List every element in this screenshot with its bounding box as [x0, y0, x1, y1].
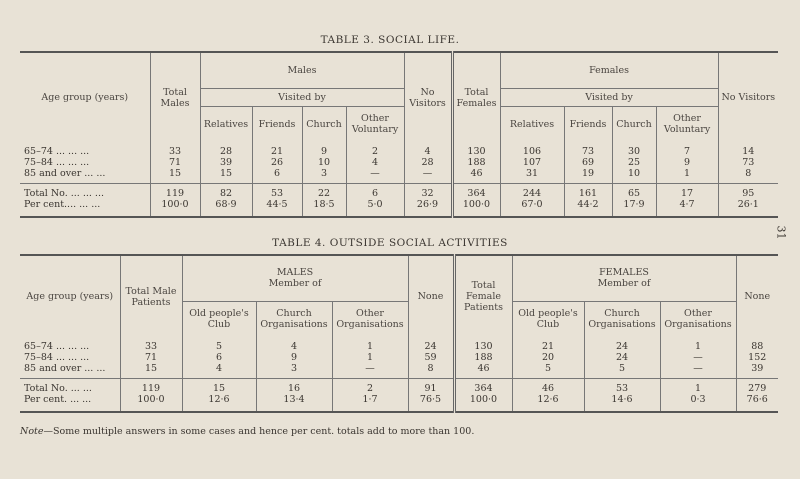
- cell-value: 46: [454, 363, 512, 379]
- cell-value: 65: [612, 184, 656, 200]
- cell-value: 107: [500, 157, 564, 168]
- cell-value: —: [660, 363, 736, 379]
- col-relatives-f: Relatives: [500, 106, 564, 142]
- outside-activities-table: [20, 254, 778, 413]
- cell-value: 17·9: [612, 199, 656, 217]
- total-row: [20, 184, 778, 200]
- cell-value: 19: [564, 168, 612, 184]
- cell-value: 10: [612, 168, 656, 184]
- cell-value: 1·7: [332, 394, 408, 412]
- table-row: [20, 168, 778, 184]
- col-friends-m: Friends: [252, 106, 302, 142]
- percent-row: [20, 199, 778, 217]
- col-other-orgs-f: Other Organisations: [660, 301, 736, 337]
- cell-value: 119: [150, 184, 200, 200]
- cell-value: 22: [302, 184, 346, 200]
- cell-value: 100·0: [452, 199, 500, 217]
- cell-value: 161: [564, 184, 612, 200]
- social-life-table: [20, 51, 778, 218]
- col-other-orgs-m: Other Organisations: [332, 301, 408, 337]
- col-total-female-patients: Total Female Patients: [454, 255, 512, 337]
- cell-value: 2: [332, 379, 408, 395]
- cell-value: 13·4: [256, 394, 332, 412]
- cell-value: 100·0: [120, 394, 182, 412]
- cell-value: 24: [408, 337, 454, 352]
- cell-value: 5: [512, 363, 584, 379]
- col-church-m: Church: [302, 106, 346, 142]
- row-label: 85 and over ... ...: [20, 363, 120, 379]
- cell-value: 244: [500, 184, 564, 200]
- cell-value: 20: [512, 352, 584, 363]
- row-label: Per cent.... ... ...: [24, 199, 101, 210]
- cell-value: 59: [408, 352, 454, 363]
- cell-value: 53: [252, 184, 302, 200]
- table-row: [20, 157, 778, 168]
- cell-value: 4·7: [656, 199, 718, 217]
- col-other-voluntary-f: Other Voluntary: [656, 106, 718, 142]
- col-old-peoples-club-m: Old people's Club: [182, 301, 256, 337]
- cell-value: 76·5: [408, 394, 454, 412]
- cell-value: 21: [512, 337, 584, 352]
- row-label: Total No. ... ... ...: [24, 188, 104, 199]
- cell-value: 32: [404, 184, 452, 200]
- col-none-males: None: [408, 255, 454, 337]
- row-label: Per cent. ... ...: [24, 394, 92, 405]
- cell-value: 130: [452, 142, 500, 157]
- col-old-peoples-club-f: Old people's Club: [512, 301, 584, 337]
- col-total-males: Total Males: [150, 52, 200, 142]
- cell-value: 5·0: [346, 199, 404, 217]
- cell-value: 12·6: [512, 394, 584, 412]
- table-row: [20, 142, 778, 157]
- cell-value: 1: [332, 337, 408, 352]
- cell-value: 31: [500, 168, 564, 184]
- cell-value: 26·1: [718, 199, 778, 217]
- cell-value: 33: [120, 337, 182, 352]
- cell-value: 364: [454, 379, 512, 395]
- cell-value: 0·3: [660, 394, 736, 412]
- cell-value: 18·5: [302, 199, 346, 217]
- row-label: 85 and over ... ...: [20, 168, 150, 184]
- cell-value: 1: [660, 337, 736, 352]
- cell-value: 68·9: [200, 199, 252, 217]
- cell-value: 364: [452, 184, 500, 200]
- table-row: [20, 337, 778, 352]
- cell-value: 46: [452, 168, 500, 184]
- cell-value: —: [346, 168, 404, 184]
- cell-value: 21: [252, 142, 302, 157]
- cell-value: 69: [564, 157, 612, 168]
- col-no-visitors-females: No Visitors: [718, 52, 778, 142]
- row-label: 65–74 ... ... ...: [24, 146, 90, 157]
- cell-value: 100·0: [150, 199, 200, 217]
- cell-value: 39: [736, 363, 778, 379]
- cell-value: 6: [182, 352, 256, 363]
- cell-value: 39: [200, 157, 252, 168]
- row-label: 75–84 ... ... ...: [24, 352, 90, 363]
- cell-value: 5: [182, 337, 256, 352]
- total-row: [20, 379, 778, 395]
- cell-value: 26: [252, 157, 302, 168]
- cell-value: 12·6: [182, 394, 256, 412]
- page-number: 31: [774, 225, 788, 240]
- cell-value: 3: [302, 168, 346, 184]
- cell-value: 24: [584, 337, 660, 352]
- cell-value: 8: [718, 168, 778, 184]
- cell-value: 9: [302, 142, 346, 157]
- group-males-member: MALES Member of: [182, 255, 408, 301]
- cell-value: 28: [200, 142, 252, 157]
- col-relatives-m: Relatives: [200, 106, 252, 142]
- cell-value: —: [332, 363, 408, 379]
- cell-value: 44·2: [564, 199, 612, 217]
- cell-value: 14·6: [584, 394, 660, 412]
- cell-value: 152: [736, 352, 778, 363]
- group-females-member: FEMALES Member of: [512, 255, 736, 301]
- cell-value: 15: [120, 363, 182, 379]
- footnote: [20, 426, 474, 437]
- cell-value: 82: [200, 184, 252, 200]
- row-label: Total No. ... ...: [24, 383, 92, 394]
- col-church-orgs-f: Church Organisations: [584, 301, 660, 337]
- col-total-females: Total Females: [452, 52, 500, 142]
- cell-value: 279: [736, 379, 778, 395]
- cell-value: 71: [120, 352, 182, 363]
- cell-value: 28: [404, 157, 452, 168]
- cell-value: 73: [718, 157, 778, 168]
- cell-value: 91: [408, 379, 454, 395]
- cell-value: 30: [612, 142, 656, 157]
- cell-value: 130: [454, 337, 512, 352]
- percent-row: [20, 394, 778, 412]
- group-females: Females: [500, 52, 718, 88]
- col-no-visitors-males: No Visitors: [404, 52, 452, 142]
- cell-value: 15: [150, 168, 200, 184]
- cell-value: 9: [256, 352, 332, 363]
- col-friends-f: Friends: [564, 106, 612, 142]
- cell-value: 25: [612, 157, 656, 168]
- cell-value: 188: [452, 157, 500, 168]
- note-text: —Some multiple answers in some cases and hence per cent. totals add to more than 100.: [43, 426, 475, 437]
- row-label: 75–84 ... ... ...: [24, 157, 90, 168]
- cell-value: 15: [182, 379, 256, 395]
- cell-value: 188: [454, 352, 512, 363]
- cell-value: 46: [512, 379, 584, 395]
- cell-value: 14: [718, 142, 778, 157]
- cell-value: 2: [346, 142, 404, 157]
- subgroup-visited-by-males: Visited by: [200, 88, 404, 106]
- cell-value: —: [404, 168, 452, 184]
- cell-value: 71: [150, 157, 200, 168]
- table-row: [20, 352, 778, 363]
- cell-value: 4: [404, 142, 452, 157]
- col-total-male-patients: Total Male Patients: [120, 255, 182, 337]
- cell-value: 24: [584, 352, 660, 363]
- col-age-group: Age group (years): [41, 92, 129, 103]
- cell-value: 6: [252, 168, 302, 184]
- cell-value: 16: [256, 379, 332, 395]
- col-other-voluntary-m: Other Voluntary: [346, 106, 404, 142]
- cell-value: 95: [718, 184, 778, 200]
- col-none-females: None: [736, 255, 778, 337]
- table-row: [20, 363, 778, 379]
- cell-value: 53: [584, 379, 660, 395]
- cell-value: 76·6: [736, 394, 778, 412]
- cell-value: 119: [120, 379, 182, 395]
- cell-value: 1: [656, 168, 718, 184]
- col-church-orgs-m: Church Organisations: [256, 301, 332, 337]
- col-church-f: Church: [612, 106, 656, 142]
- row-label: 65–74 ... ... ...: [24, 341, 90, 352]
- table4-title: TABLE 4. OUTSIDE SOCIAL ACTIVITIES: [272, 237, 508, 249]
- cell-value: 106: [500, 142, 564, 157]
- cell-value: —: [660, 352, 736, 363]
- note-label: Note: [20, 426, 44, 437]
- cell-value: 88: [736, 337, 778, 352]
- cell-value: 100·0: [454, 394, 512, 412]
- cell-value: 1: [332, 352, 408, 363]
- cell-value: 8: [408, 363, 454, 379]
- cell-value: 10: [302, 157, 346, 168]
- cell-value: 33: [150, 142, 200, 157]
- cell-value: 15: [200, 168, 252, 184]
- cell-value: 3: [256, 363, 332, 379]
- subgroup-visited-by-females: Visited by: [500, 88, 718, 106]
- table3-title: TABLE 3. SOCIAL LIFE.: [320, 34, 460, 46]
- cell-value: 26·9: [404, 199, 452, 217]
- cell-value: 67·0: [500, 199, 564, 217]
- cell-value: 9: [656, 157, 718, 168]
- cell-value: 4: [346, 157, 404, 168]
- cell-value: 4: [182, 363, 256, 379]
- col-age-group: Age group (years): [26, 291, 114, 302]
- cell-value: 73: [564, 142, 612, 157]
- cell-value: 7: [656, 142, 718, 157]
- cell-value: 1: [660, 379, 736, 395]
- cell-value: 6: [346, 184, 404, 200]
- group-males: Males: [200, 52, 404, 88]
- cell-value: 44·5: [252, 199, 302, 217]
- cell-value: 4: [256, 337, 332, 352]
- cell-value: 17: [656, 184, 718, 200]
- cell-value: 5: [584, 363, 660, 379]
